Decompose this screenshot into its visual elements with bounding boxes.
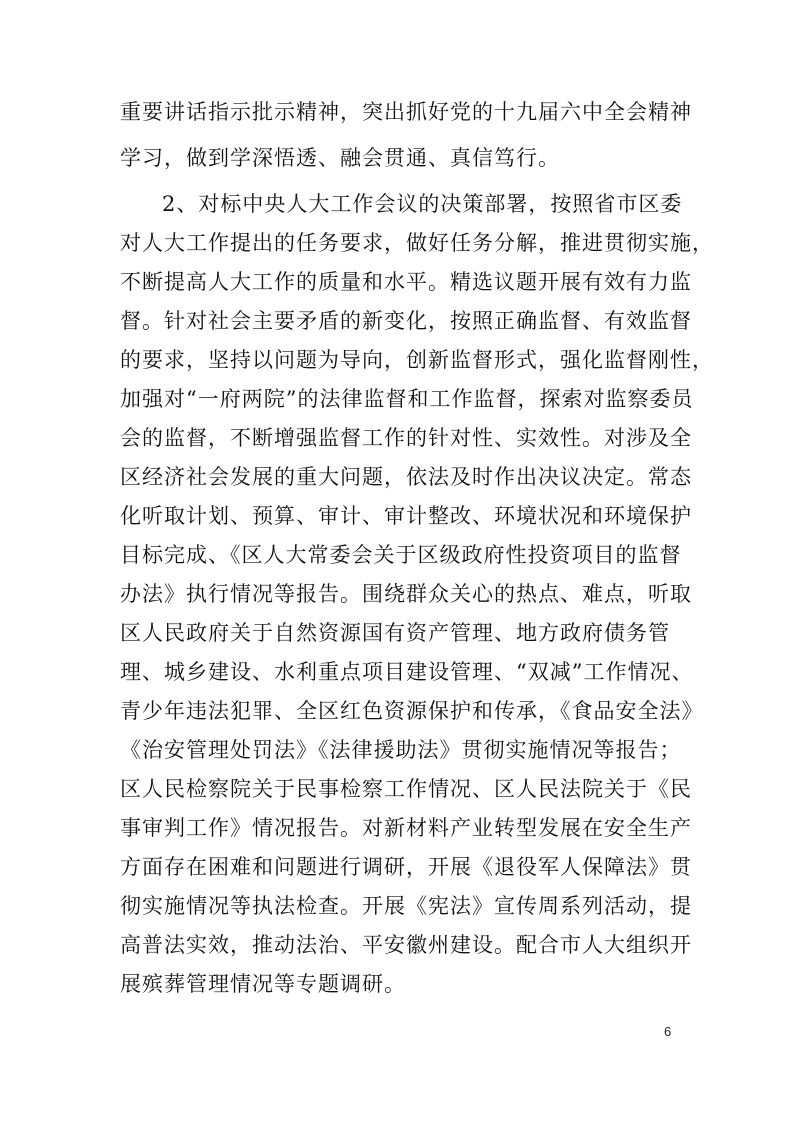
text-line: 《治安管理处罚法》《法律援助法》贯彻实施情况等报告； bbox=[120, 738, 682, 762]
text-line: 会的监督，不断增强监督工作的针对性、实效性。对涉及全 bbox=[120, 426, 692, 450]
text-line: 区经济社会发展的重大问题，依法及时作出决议决定。常态 bbox=[120, 465, 692, 489]
text-line: 区人民检察院关于民事检察工作情况、区人民法院关于《民 bbox=[120, 777, 692, 801]
text-line: 高普法实效，推动法治、平安徽州建设。配合市人大组织开 bbox=[120, 933, 692, 957]
text-line: 不断提高人大工作的质量和水平。精选议题开展有效有力监 bbox=[120, 270, 692, 294]
text-line: 加强对“一府两院”的法律监督和工作监督，探索对监察委员 bbox=[120, 387, 694, 411]
text-line: 理、城乡建设、水利重点项目建设管理、“双减”工作情况、 bbox=[120, 660, 694, 684]
text-line: 督。针对社会主要矛盾的新变化，按照正确监督、有效监督 bbox=[120, 309, 692, 333]
text-line: 重要讲话指示批示精神，突出抓好党的十九届六中全会精神 bbox=[120, 100, 692, 124]
text-line: 化听取计划、预算、审计、审计整改、环境状况和环境保护 bbox=[120, 504, 692, 528]
text-line: 目标完成、《区人大常委会关于区级政府性投资项目的监督 bbox=[120, 543, 682, 567]
text-line: 方面存在困难和问题进行调研，开展《退役军人保障法》贯 bbox=[120, 855, 692, 879]
text-line: 事审判工作》情况报告。对新材料产业转型发展在安全生产 bbox=[120, 816, 692, 840]
text-line: 学习，做到学深悟透、融会贯通、真信笃行。 bbox=[120, 146, 560, 170]
text-line: 区人民政府关于自然资源国有资产管理、地方政府债务管 bbox=[120, 621, 670, 645]
paragraph-start-line: 2、对标中央人大工作会议的决策部署，按照省市区委 bbox=[162, 192, 683, 216]
page-number: 6 bbox=[664, 1024, 672, 1039]
text-line: 办法》执行情况等报告。围绕群众关心的热点、难点，听取 bbox=[120, 582, 692, 606]
text-line: 对人大工作提出的任务要求，做好任务分解，推进贯彻实施， bbox=[120, 231, 714, 255]
text-line: 展殡葬管理情况等专题调研。 bbox=[120, 972, 406, 996]
text-line: 的要求，坚持以问题为导向，创新监督形式，强化监督刚性， bbox=[120, 348, 714, 372]
text-line: 青少年违法犯罪、全区红色资源保护和传承，《食品安全法》 bbox=[120, 699, 704, 723]
text-line: 彻实施情况等执法检查。开展《宪法》宣传周系列活动，提 bbox=[120, 894, 692, 918]
